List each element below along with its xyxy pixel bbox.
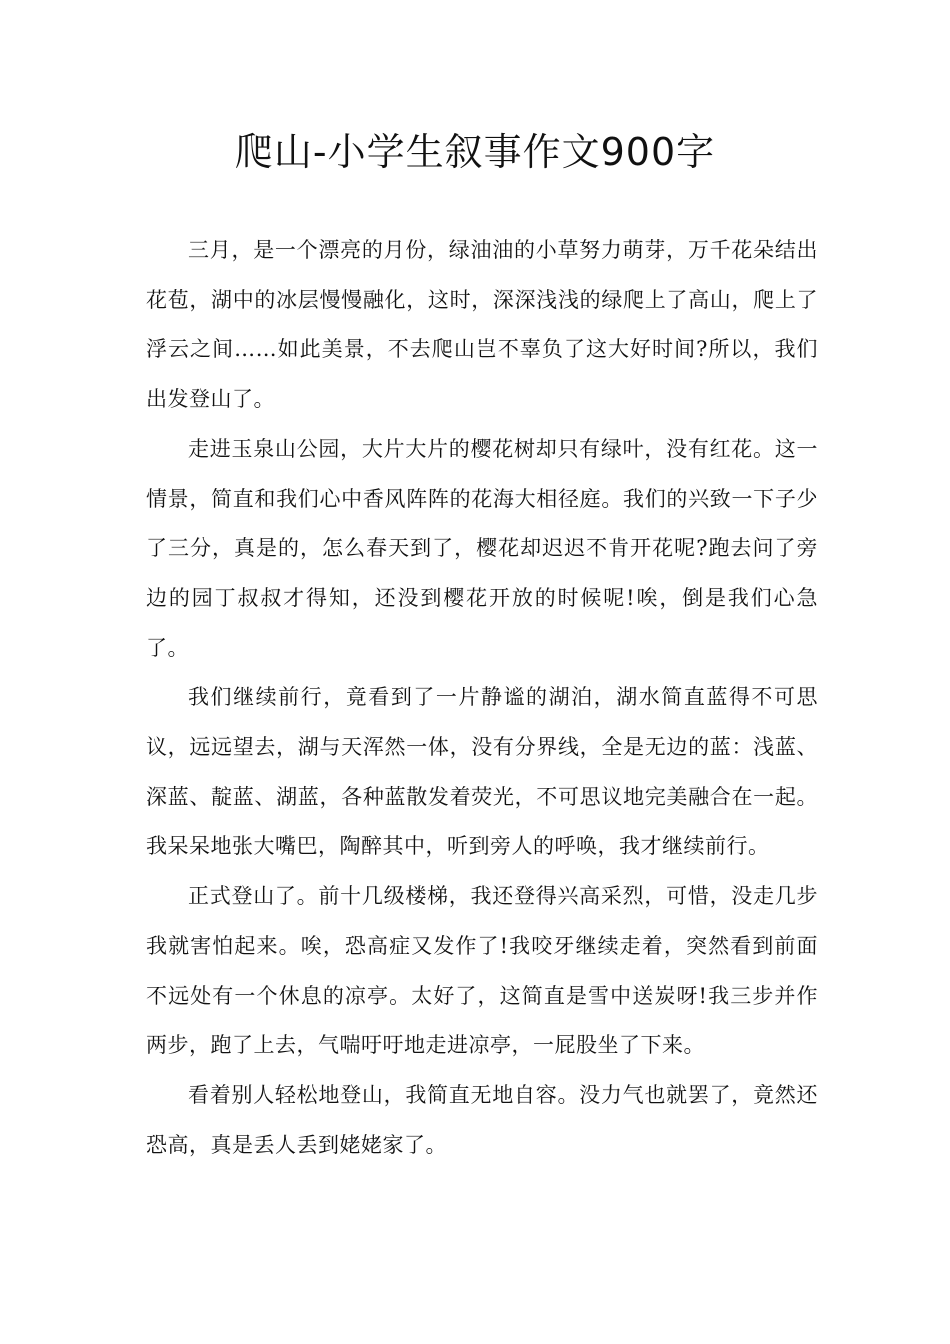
document-body	[146, 226, 818, 1170]
paragraph-4: 正式登山了。前十几级楼梯，我还登得兴高采烈，可惜，没走几步我就害怕起来。唉，恐高症又发作了!我咬牙继续走着，突然看到前面不远处有一个休息的凉亭。太好了，这简直是雪中送炭呀!我三步并作两步，跑了上去，气喘吁吁地走进凉亭，一屁股坐了下来。	[146, 884, 818, 1058]
paragraph-2: 走进玉泉山公园，大片大片的樱花树却只有绿叶，没有红花。这一情景，简直和我们心中香风阵阵的花海大相径庭。我们的兴致一下子少了三分，真是的，怎么春天到了，樱花却迟迟不肯开花呢?跑去问了旁边的园丁叔叔才得知，还没到樱花开放的时候呢!唉，倒是我们心急了。	[146, 436, 818, 660]
paragraph-3: 我们继续前行，竟看到了一片静谧的湖泊，湖水简直蓝得不可思议，远远望去，湖与天浑然一体，没有分界线，全是无边的蓝：浅蓝、深蓝、靛蓝、湖蓝，各种蓝散发着荧光，不可思议地完美融合在一起。我呆呆地张大嘴巴，陶醉其中，听到旁人的呼唤，我才继续前行。	[146, 685, 818, 859]
paragraph-5: 看着别人轻松地登山，我简直无地自容。没力气也就罢了，竟然还恐高，真是丢人丢到姥姥家了。	[146, 1082, 818, 1157]
paragraph-1: 三月，是一个漂亮的月份，绿油油的小草努力萌芽，万千花朵结出花苞，湖中的冰层慢慢融化，这时，深深浅浅的绿爬上了高山，爬上了浮云之间……如此美景，不去爬山岂不辜负了这大好时间?所以，我们出发登山了。	[146, 238, 818, 412]
document-title: 爬山-小学生叙事作文900字	[234, 130, 716, 174]
